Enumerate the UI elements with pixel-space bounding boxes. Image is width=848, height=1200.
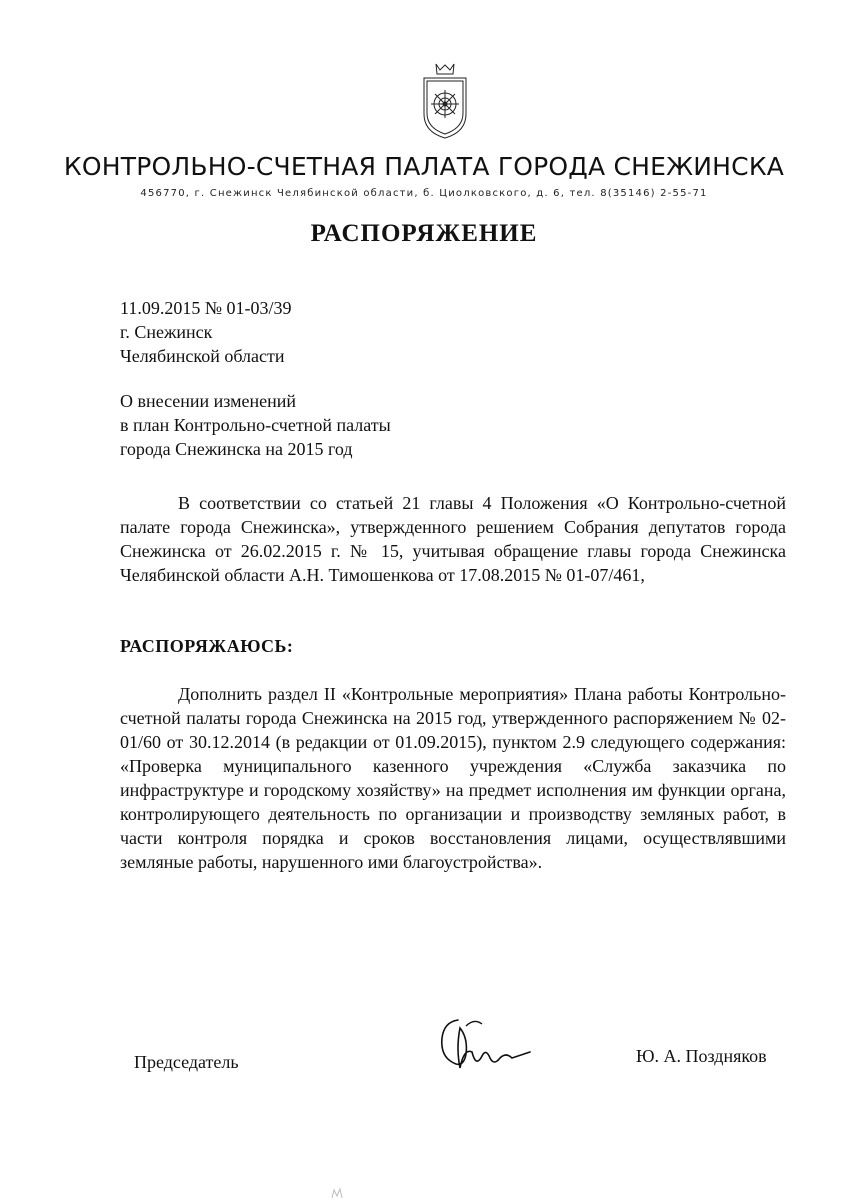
city: г. Снежинск — [120, 322, 213, 342]
city-coat-of-arms-icon — [418, 62, 472, 140]
organization-name: КОНТРОЛЬНО-СЧЕТНАЯ ПАЛАТА ГОРОДА СНЕЖИНСКА — [63, 152, 785, 181]
organization-address: 456770, г. Снежинск Челябинской области, б. Циолковского, д. 6, тел. 8(35146) 2-55-71 — [140, 188, 708, 199]
subject-line-3: города Снежинска на 2015 год — [120, 439, 353, 459]
subject-line-2: в план Контрольно-счетной палаты — [120, 415, 391, 435]
region: Челябинской области — [120, 346, 285, 366]
date-number: 11.09.2015 № 01-03/39 — [120, 298, 292, 318]
signatory-position: Председатель — [134, 1052, 239, 1072]
document-type: РАСПОРЯЖЕНИЕ — [310, 220, 538, 247]
subject-line-1: О внесении изменений — [120, 391, 297, 411]
body-paragraph: Дополнить раздел II «Контрольные мероприятия» Плана работы Контрольно-счетной палаты города Снежинска на 2015 год, утвержденного распоряжением № 02-01/60 от 30.12.2014 (в редакции от 01.09.2015), пунктом 2.9 следующего содержания: «Проверка муниципального казенного учреждения «Служба заказчика по инфраструктуре и городскому хозяйству» на предмет исполнения им функции органа, контролирующего деятельность по организации и производству земляных работ, в части контроля порядка и сроков восстановления лицами, осуществлявшими земляные работы, нарушенного ими благоустройства». — [120, 684, 786, 872]
scan-mark — [328, 1188, 348, 1198]
preamble-paragraph: В соответствии со статьей 21 главы 4 Положения «О Контрольно-счетной палате города Снежинска», утвержденного решением Собрания депутатов города Снежинска от 26.02.2015 г. № 15, учитывая обращение главы города Снежинска Челябинской области А.Н. Тимошенкова от 17.08.2015 № 01-07/461, — [120, 493, 786, 585]
resolution-heading: РАСПОРЯЖАЮСЬ: — [120, 636, 294, 656]
handwritten-signature — [430, 1008, 540, 1078]
signatory-name: Ю. А. Поздняков — [636, 1046, 767, 1066]
